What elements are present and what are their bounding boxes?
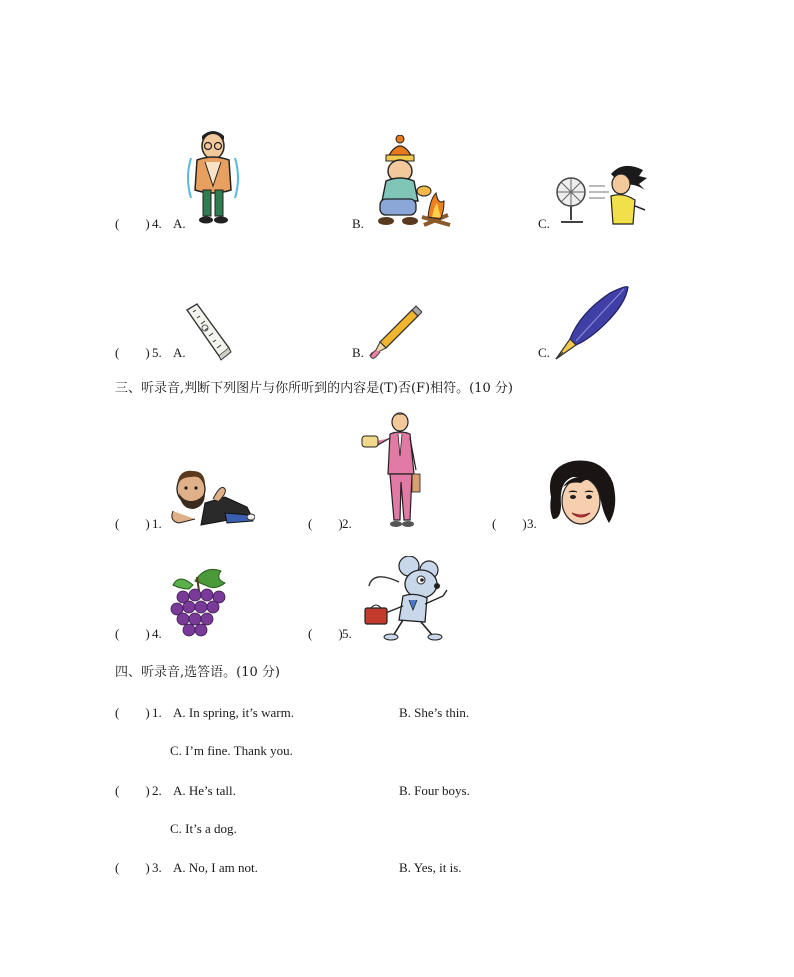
s4-q1-option-b: B. She’s thin. — [399, 705, 470, 720]
s3-item5-number: 5. — [342, 626, 352, 641]
s4-q2-option-c: C. It’s a dog. — [170, 821, 237, 836]
q4-number: 4. — [152, 216, 162, 231]
s4-q2-option-a: A. He’s tall. — [173, 783, 236, 798]
s3-item1-number: 1. — [152, 516, 162, 531]
grapes-icon — [165, 565, 235, 641]
q4-option-c: C. — [538, 216, 550, 231]
section-three-heading: 三、听录音,判断下列图片与你所听到的内容是(T)否(F)相符。(10 分) — [115, 381, 513, 396]
s3-item1-paren[interactable]: ( ) — [115, 516, 150, 531]
s4-q1-option-a: A. In spring, it’s warm. — [173, 705, 294, 720]
ruler-icon — [183, 300, 233, 362]
s3-item4-paren[interactable]: ( ) — [115, 626, 150, 641]
mouse-with-bag-icon — [363, 556, 453, 642]
s4-q3-number: 3. — [152, 860, 162, 875]
s3-item2-paren[interactable]: ( ) — [308, 516, 343, 531]
q5-option-c: C. — [538, 345, 550, 360]
cold-man-shivering-icon — [183, 128, 243, 228]
woman-face-icon — [543, 457, 619, 533]
woman-with-fan-wind-icon — [553, 162, 648, 228]
s3-item3-number: 3. — [527, 516, 537, 531]
pencil-icon — [366, 304, 422, 360]
s4-q3-option-b: B. Yes, it is. — [399, 860, 462, 875]
s3-item3-paren[interactable]: ( ) — [492, 516, 527, 531]
q4-option-b: B. — [352, 216, 364, 231]
q4-option-a: A. — [173, 216, 186, 231]
q5-option-a: A. — [173, 345, 186, 360]
s4-q2-number: 2. — [152, 783, 162, 798]
feather-quill-pen-icon — [550, 283, 630, 363]
s4-q1-number: 1. — [152, 705, 162, 720]
q5-paren[interactable]: ( ) — [115, 345, 150, 360]
s4-q3-paren[interactable]: ( ) — [115, 860, 150, 875]
s4-q3-option-a: A. No, I am not. — [173, 860, 258, 875]
man-warming-by-fire-icon — [366, 135, 452, 231]
s4-q1-option-c: C. I’m fine. Thank you. — [170, 743, 293, 758]
s3-item5-paren[interactable]: ( ) — [308, 626, 343, 641]
s3-item4-number: 4. — [152, 626, 162, 641]
q5-number: 5. — [152, 345, 162, 360]
s4-q2-paren[interactable]: ( ) — [115, 783, 150, 798]
bearded-man-lying-icon — [165, 463, 255, 531]
s4-q1-paren[interactable]: ( ) — [115, 705, 150, 720]
section-four-heading: 四、听录音,选答语。(10 分) — [115, 665, 280, 680]
man-in-pink-suit-icon — [360, 412, 430, 532]
q5-option-b: B. — [352, 345, 364, 360]
q4-paren[interactable]: ( ) — [115, 216, 150, 231]
s4-q2-option-b: B. Four boys. — [399, 783, 470, 798]
s3-item2-number: 2. — [342, 516, 352, 531]
